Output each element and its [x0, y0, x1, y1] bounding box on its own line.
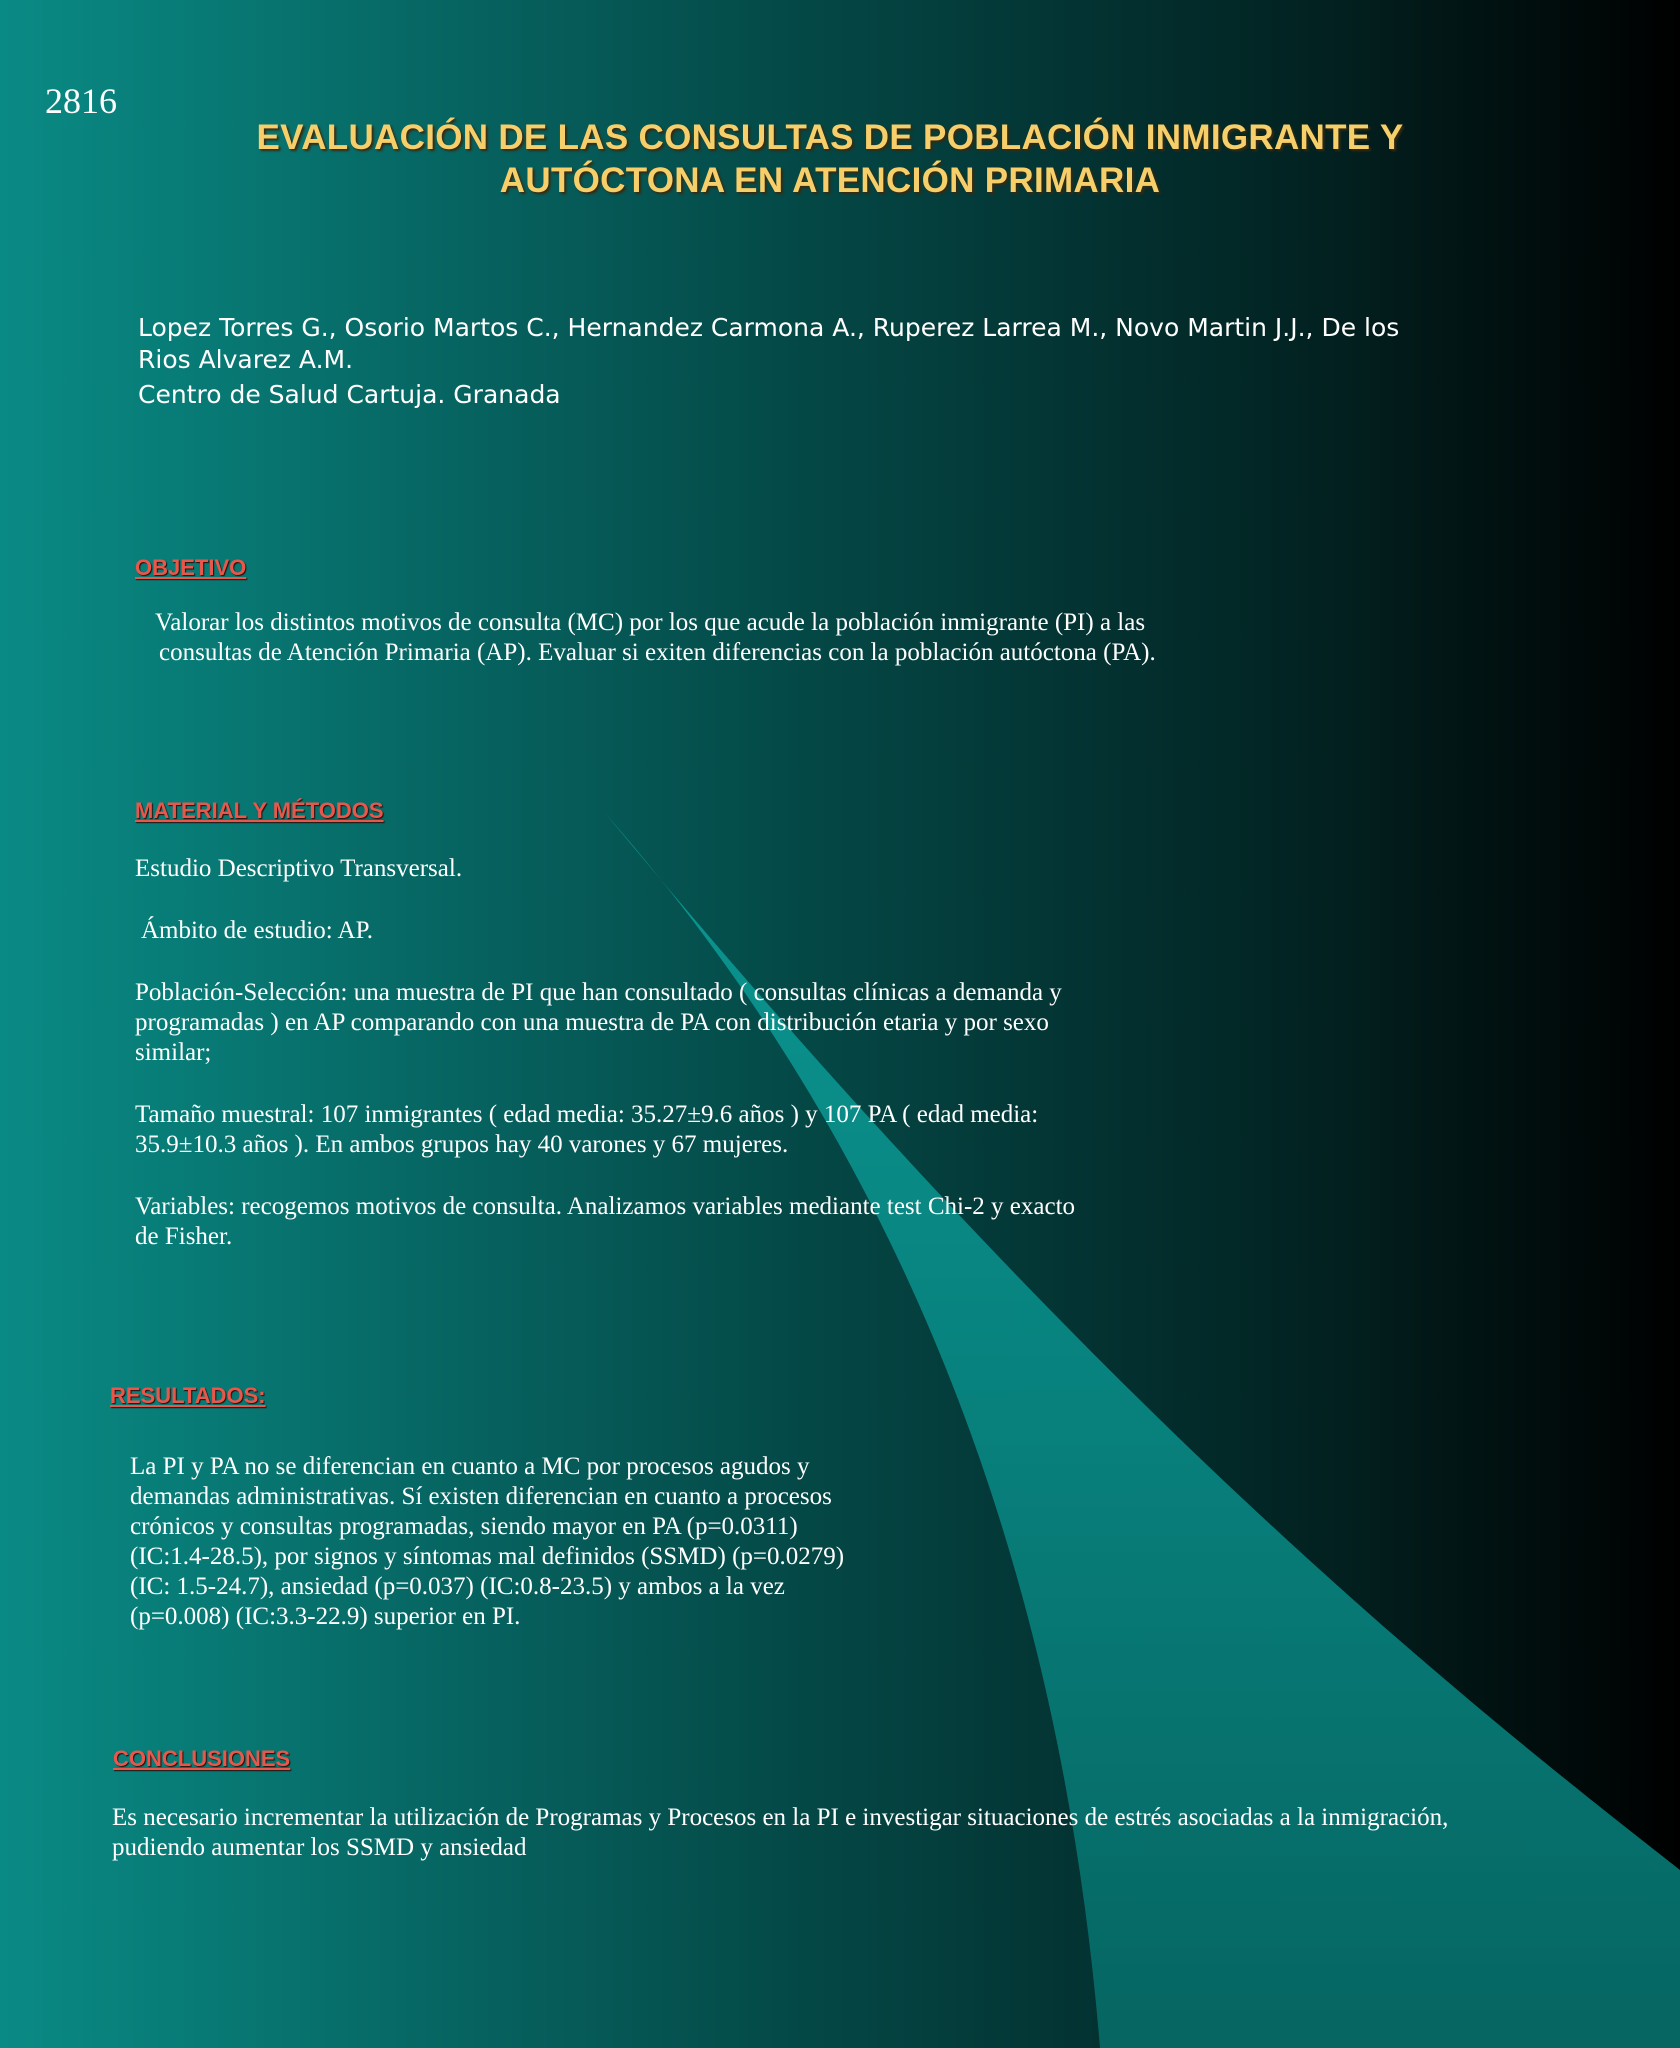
- metodos-ambito: Ámbito de estudio: AP.: [141, 917, 373, 944]
- poster-title: [120, 116, 1540, 202]
- author-list: Lopez Torres G., Osorio Martos C., Hernandez Carmona A., Ruperez Larrea M., Novo Martin J.J., De los Rios Alvarez A.M.: [138, 313, 1400, 374]
- resultados-heading-colon: :: [258, 1383, 266, 1408]
- metodos-heading: MATERIAL Y MÉTODOS: [135, 798, 384, 823]
- metodos-poblacion: Población-Selección: una muestra de PI que han consultado ( consultas clínicas a demanda y programadas ) en AP comparando con una muestra de PA con distribución etaria y por sexo similar;: [135, 979, 1062, 1066]
- objetivo-heading: OBJETIVO: [135, 555, 247, 580]
- objetivo-text: [155, 608, 1455, 668]
- metodos-tamano: Tamaño muestral: 107 inmigrantes ( edad media: 35.27±9.6 años ) y 107 PA ( edad media: 35.9±10.3 años ). En ambos grupos hay 40 varones y 67 mujeres.: [135, 1101, 1039, 1158]
- resultados-heading-label: RESULTADOS: [110, 1383, 259, 1408]
- title-line-1: EVALUACIÓN DE LAS CONSULTAS DE POBLACIÓN INMIGRANTE Y: [256, 118, 1404, 157]
- metodos-variables: Variables: recogemos motivos de consulta. Analizamos variables mediante test Chi-2 y exacto de Fisher.: [135, 1193, 1076, 1250]
- title-line-2: AUTÓCTONA EN ATENCIÓN PRIMARIA: [499, 161, 1161, 200]
- affiliation: Centro de Salud Cartuja. Granada: [138, 380, 561, 409]
- poster-number: 2816: [45, 81, 117, 121]
- resultados-heading: [110, 1383, 266, 1409]
- conclusiones-text: Es necesario incrementar la utilización de Programas y Procesos en la PI e investigar situaciones de estrés asociadas a la inmigración, pudiendo aumentar los SSMD y ansiedad: [112, 1804, 1449, 1861]
- metodos-estudio: Estudio Descriptivo Transversal.: [135, 855, 463, 882]
- resultados-text: La PI y PA no se diferencian en cuanto a MC por procesos agudos y demandas administrativas. Sí existen diferencian en cuanto a procesos crónicos y consultas programadas, siendo mayor en PA (p=0.0311) (IC:1.4-28.5), por signos y síntomas mal definidos (SSMD) (p=0.0279) (IC: 1.5-24.7), ansiedad (p=0.037) (IC:0.8-23.5) y ambos a la vez (p=0.008) (IC:3.3-22.9) superior en PI.: [130, 1453, 845, 1630]
- metodos-section: [135, 854, 1090, 1252]
- conclusiones-heading: CONCLUSIONES: [113, 1746, 291, 1771]
- objetivo-line-2: consultas de Atención Primaria (AP). Evaluar si exiten diferencias con la población autóctona (PA).: [159, 639, 1156, 666]
- objetivo-line-1: Valorar los distintos motivos de consulta (MC) por los que acude la población inmigrante (PI) a las: [155, 609, 1146, 636]
